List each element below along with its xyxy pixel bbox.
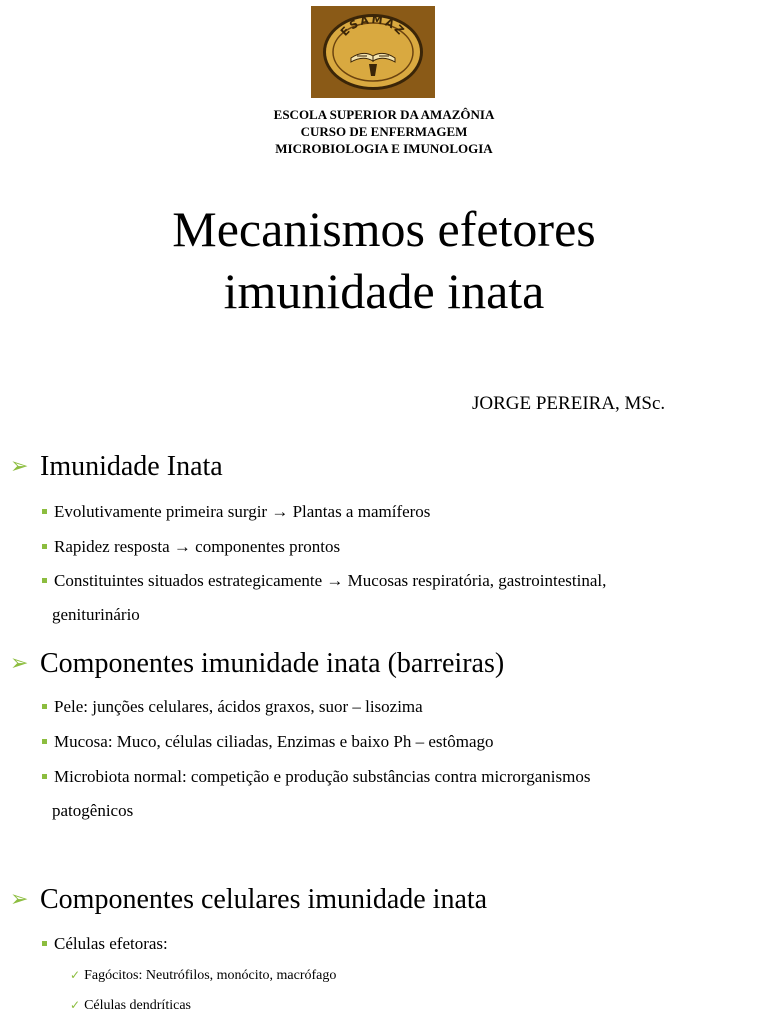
list-item	[42, 933, 168, 955]
section-heading-text: Componentes imunidade inata (barreiras)	[40, 648, 505, 679]
section-heading-3	[10, 882, 487, 917]
list-item	[42, 536, 340, 558]
title-line-1: Mecanismos efetores	[172, 201, 596, 257]
title-line-2: imunidade inata	[223, 263, 545, 319]
list-item-continuation: patogênicos	[52, 801, 134, 820]
list-item-text: Pele: junções celulares, ácidos graxos, suor – lisozima	[54, 697, 423, 716]
section-heading-1	[10, 449, 223, 484]
author: JORGE PEREIRA, MSc.	[472, 393, 666, 414]
sub-list-item	[70, 966, 336, 985]
square-bullet-icon	[42, 739, 47, 744]
list-item	[42, 766, 590, 788]
slide-title	[0, 198, 768, 322]
institution-line-1: ESCOLA SUPERIOR DA AMAZÔNIA	[273, 107, 495, 122]
list-item	[42, 731, 494, 753]
esamaz-logo	[311, 6, 435, 98]
institution-line-3: MICROBIOLOGIA E IMUNOLOGIA	[275, 141, 493, 156]
list-item-text: Células efetoras:	[54, 934, 168, 953]
check-bullet-icon: ✓	[70, 968, 81, 982]
check-bullet-icon: ✓	[70, 998, 81, 1012]
list-item	[42, 501, 430, 523]
section-heading-2	[10, 646, 504, 681]
square-bullet-icon	[42, 941, 47, 946]
list-item-continuation: geniturinário	[52, 605, 140, 624]
square-bullet-icon	[42, 509, 47, 514]
arrow-bullet-icon: ➢	[10, 453, 29, 478]
arrow-bullet-icon: ➢	[10, 886, 29, 911]
list-item-text: Mucosa: Muco, células ciliadas, Enzimas e baixo Ph – estômago	[54, 732, 494, 751]
square-bullet-icon	[42, 774, 47, 779]
logo-text: ESAMAZ	[338, 12, 408, 39]
list-item	[42, 696, 423, 718]
list-item-text: Evolutivamente primeira surgir → Plantas a mamíferos	[54, 502, 431, 521]
square-bullet-icon	[42, 544, 47, 549]
square-bullet-icon	[42, 704, 47, 709]
list-item-text: Microbiota normal: competição e produção substâncias contra microrganismos	[54, 767, 591, 786]
section-heading-text: Imunidade Inata	[40, 451, 223, 482]
list-item-text: Rapidez resposta → componentes prontos	[54, 537, 341, 556]
institution-line-2: CURSO DE ENFERMAGEM	[300, 124, 468, 139]
arrow-bullet-icon: ➢	[10, 650, 29, 675]
list-item	[42, 570, 606, 592]
sub-list-item-text: Fagócitos: Neutrófilos, monócito, macrófago	[84, 968, 337, 983]
section-heading-text: Componentes celulares imunidade inata	[40, 884, 488, 915]
sub-list-item	[70, 996, 191, 1015]
sub-list-item-text: Células dendríticas	[84, 998, 191, 1013]
list-item-text: Constituintes situados estrategicamente → Mucosas respiratória, gastrointestinal,	[54, 571, 607, 590]
square-bullet-icon	[42, 578, 47, 583]
